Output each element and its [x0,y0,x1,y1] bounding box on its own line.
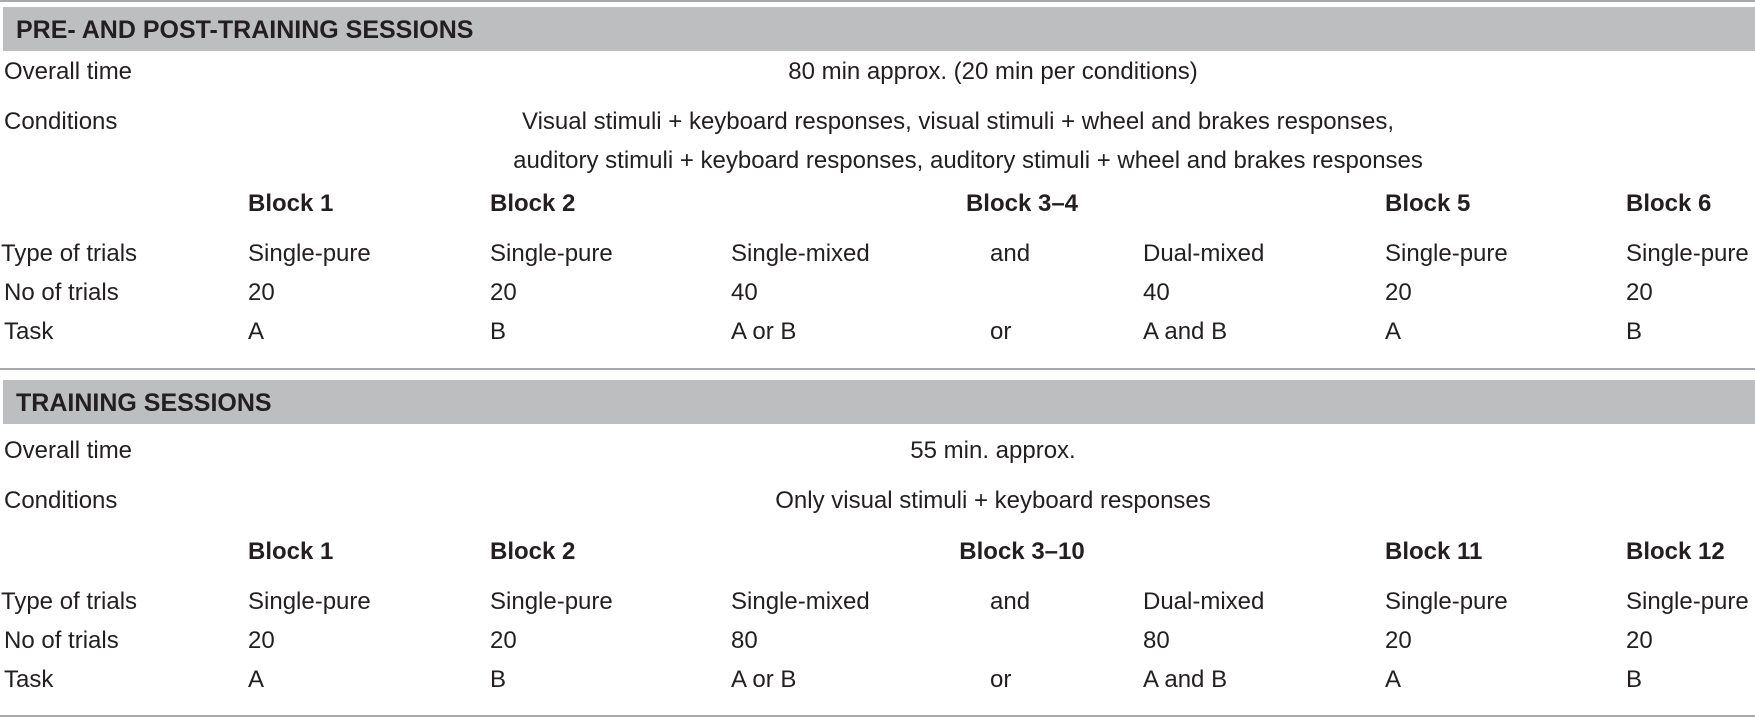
table-cell: 80 [1143,627,1170,654]
table-cell: 20 [1626,627,1653,654]
table-cell: B [490,318,507,345]
table-cell: 20 [248,627,275,654]
block-1-header: Block 1 [248,190,334,217]
table-cell: Single-mixed [731,588,870,615]
table-cell: A or B [731,318,797,345]
table-cell: A [1385,666,1402,693]
no-of-trials-label: No of trials [4,279,119,306]
table-cell: 20 [1385,279,1412,306]
block-2-header: Block 2 [490,538,576,565]
table-cell: or [990,666,1012,693]
table-cell: Single-pure [1385,240,1508,267]
overall-time-label: Overall time [4,58,133,85]
table-cell: 40 [731,279,758,306]
overall-time-value: 55 min. approx. [910,437,1076,464]
table-cell: A [248,318,265,345]
overall-time-label: Overall time [4,437,133,464]
section-header-pre-post [3,7,1755,51]
section-title: TRAINING SESSIONS [16,389,272,417]
block-mid-header: Block 3–4 [965,190,1079,217]
table-cell: 20 [1626,279,1653,306]
table-cell: A [248,666,265,693]
conditions-line-1: Visual stimuli + keyboard responses, visual stimuli + wheel and brakes responses, [522,108,1394,135]
table-cell: Single-pure [1626,240,1749,267]
table-cell: and [990,240,1031,267]
conditions-line-2: auditory stimuli + keyboard responses, auditory stimuli + wheel and brakes responses [513,147,1423,174]
top-rule [0,0,1755,2]
conditions-label: Conditions [4,108,118,135]
type-of-trials-label: Type of trials [1,240,138,267]
table-cell: Single-pure [490,240,613,267]
conditions-line-1: Only visual stimuli + keyboard responses [775,487,1211,514]
section-divider [0,368,1755,370]
conditions-label: Conditions [4,487,118,514]
table-cell: Dual-mixed [1143,240,1265,267]
table-cell: B [490,666,507,693]
table-cell: Dual-mixed [1143,588,1265,615]
table-cell: 20 [248,279,275,306]
block-6-header: Block 6 [1626,190,1712,217]
table-cell: Single-pure [490,588,613,615]
no-of-trials-label: No of trials [4,627,119,654]
task-label: Task [4,318,54,345]
block-mid-header: Block 3–10 [959,538,1085,565]
table-cell: A [1385,318,1402,345]
type-of-trials-label: Type of trials [1,588,138,615]
table-cell: Single-pure [248,240,371,267]
task-label: Task [4,666,54,693]
table-cell: 20 [490,279,517,306]
table-cell: A and B [1143,666,1228,693]
section-title: PRE- AND POST-TRAINING SESSIONS [16,16,474,44]
table-cell: Single-pure [1626,588,1749,615]
table-cell: A and B [1143,318,1228,345]
block-6-header: Block 12 [1626,538,1725,565]
section-header-training [3,380,1755,424]
table-cell: Single-pure [1385,588,1508,615]
table-cell: B [1626,666,1643,693]
block-5-header: Block 11 [1385,538,1483,565]
table-cell: 80 [731,627,758,654]
table-cell: 20 [490,627,517,654]
block-1-header: Block 1 [248,538,334,565]
table-cell: and [990,588,1031,615]
block-5-header: Block 5 [1385,190,1471,217]
table-cell: or [990,318,1012,345]
table-cell: B [1626,318,1643,345]
overall-time-value: 80 min approx. (20 min per conditions) [788,58,1198,85]
table-cell: 20 [1385,627,1412,654]
table-cell: A or B [731,666,797,693]
bottom-rule [0,715,1755,717]
table-cell: 40 [1143,279,1170,306]
table-cell: Single-mixed [731,240,870,267]
block-2-header: Block 2 [490,190,576,217]
table-cell: Single-pure [248,588,371,615]
